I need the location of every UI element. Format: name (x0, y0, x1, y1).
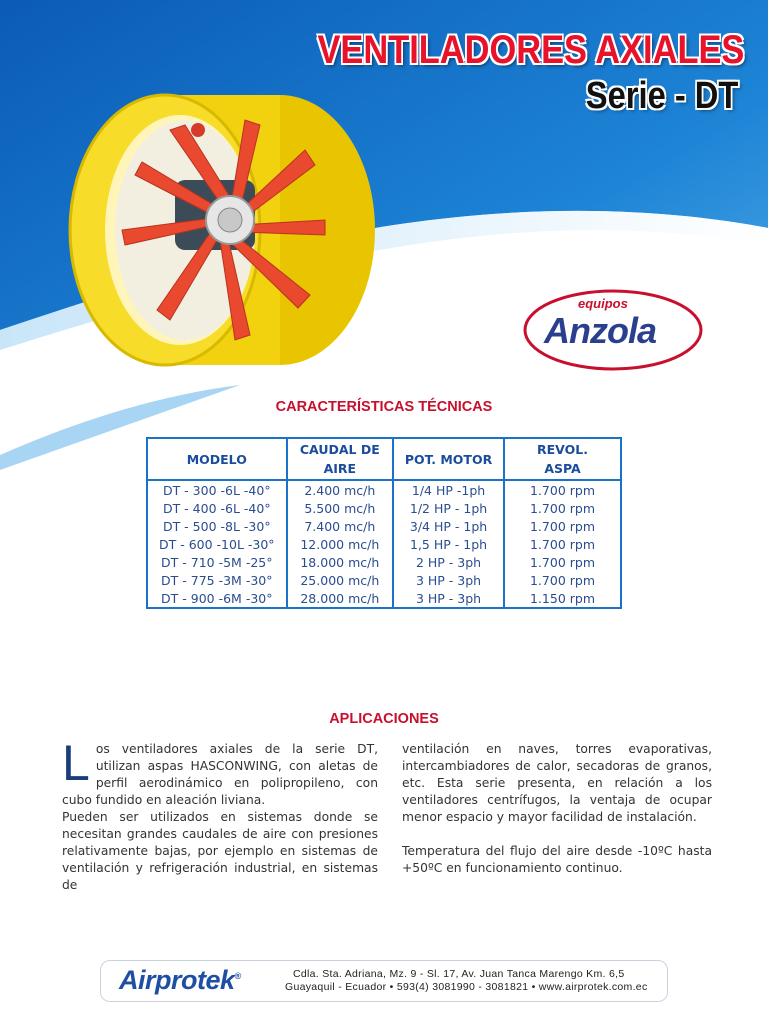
table-cell: 2 HP - 3ph (393, 553, 504, 571)
table-row (147, 499, 621, 517)
footer-address-line-1: Cdla. Sta. Adriana, Mz. 9 - Sl. 17, Av. Juan Tanca Marengo Km. 6,5 (293, 968, 625, 980)
table-cell: 1.700 rpm (504, 535, 621, 553)
footer-address-line-2: Guayaquil - Ecuador • 593(4) 3081990 - 3081821 • www.airprotek.com.ec (285, 981, 648, 993)
column-header-text: CAUDAL DE AIRE (299, 442, 380, 476)
table-cell: DT - 300 -6L -40° (147, 480, 287, 499)
table-cell: DT - 500 -8L -30° (147, 517, 287, 535)
column-header: MODELO (147, 438, 287, 480)
table-cell: 5.500 mc/h (287, 499, 394, 517)
column-header (504, 438, 621, 480)
applications-right-paragraph-2: Temperatura del flujo del aire desde -10ºC hasta +50ºC en funcionamiento continuo. (402, 844, 712, 875)
table-row (147, 535, 621, 553)
airprotek-logo-text: Airprotek (119, 965, 235, 995)
applications-left-column (62, 735, 378, 894)
table-cell: 25.000 mc/h (287, 571, 394, 589)
page-title: VENTILADORES AXIALES (317, 28, 744, 72)
table-cell: 28.000 mc/h (287, 589, 394, 608)
specs-table (146, 437, 622, 609)
table-cell: 1.700 rpm (504, 480, 621, 499)
table-cell: 1,5 HP - 1ph (393, 535, 504, 553)
column-header: POT. MOTOR (393, 438, 504, 480)
table-cell: 7.400 mc/h (287, 517, 394, 535)
table-row (147, 517, 621, 535)
specs-title: CARACTERÍSTICAS TÉCNICAS (275, 399, 493, 415)
table-cell: 12.000 mc/h (287, 535, 394, 553)
column-header-text: REVOL. ASPA (537, 442, 588, 476)
table-row (147, 589, 621, 608)
table-cell: 1.700 rpm (504, 499, 621, 517)
applications-right-paragraph-1: ventilación en naves, torres evaporativas, intercambiadores de calor, secadoras de granos, etc. Esta serie presenta, en relación a los ventiladores centrífugos, la ventaja de ocupar menor espacio y mayor facilidad de instalación. (402, 742, 712, 824)
column-header (287, 438, 394, 480)
registered-mark-icon: ® (234, 971, 241, 981)
table-cell: 1.150 rpm (504, 589, 621, 608)
table-cell: 1/2 HP - 1ph (393, 499, 504, 517)
table-cell: 3/4 HP - 1ph (393, 517, 504, 535)
table-cell: 1.700 rpm (504, 571, 621, 589)
anzola-logo-name: Anzola (544, 310, 657, 351)
page-subtitle: Serie - DT (585, 75, 738, 117)
table-row (147, 480, 621, 499)
table-cell: 1/4 HP -1ph (393, 480, 504, 499)
table-cell: 2.400 mc/h (287, 480, 394, 499)
axial-fan-illustration (60, 70, 390, 370)
table-cell: 1.700 rpm (504, 517, 621, 535)
applications-left-paragraph-1: os ventiladores axiales de la serie DT, utilizan aspas HASCONWING, con aletas de perfil aerodinámico en polipropileno, con cubo fundido en aleación liviana. (62, 742, 378, 807)
table-cell: DT - 710 -5M -25° (147, 553, 287, 571)
applications-title: APLICACIONES (329, 711, 439, 727)
table-cell: 18.000 mc/h (287, 553, 394, 571)
footer (100, 960, 668, 1002)
table-cell: 3 HP - 3ph (393, 589, 504, 608)
table-cell: DT - 900 -6M -30° (147, 589, 287, 608)
table-cell: DT - 600 -10L -30° (147, 535, 287, 553)
table-row (147, 571, 621, 589)
applications-left-paragraph-2: Pueden ser utilizados en sistemas donde se necesitan grandes caudales de aire con presiones relativamente bajas, por ejemplo en sistemas de ventilación y refrigeración industrial, en sistemas de (62, 810, 378, 892)
table-cell: DT - 775 -3M -30° (147, 571, 287, 589)
table-cell: 3 HP - 3ph (393, 571, 504, 589)
table-cell: 1.700 rpm (504, 553, 621, 571)
applications-right-column (402, 741, 712, 877)
anzola-logo-top: equipos (578, 296, 628, 311)
airprotek-logo (119, 965, 241, 996)
drop-cap: L (62, 735, 90, 791)
table-cell: DT - 400 -6L -40° (147, 499, 287, 517)
table-header-row (147, 438, 621, 480)
footer-address (285, 968, 648, 994)
table-row (147, 553, 621, 571)
paragraph-spacer (402, 826, 712, 843)
anzola-logo (522, 288, 704, 372)
